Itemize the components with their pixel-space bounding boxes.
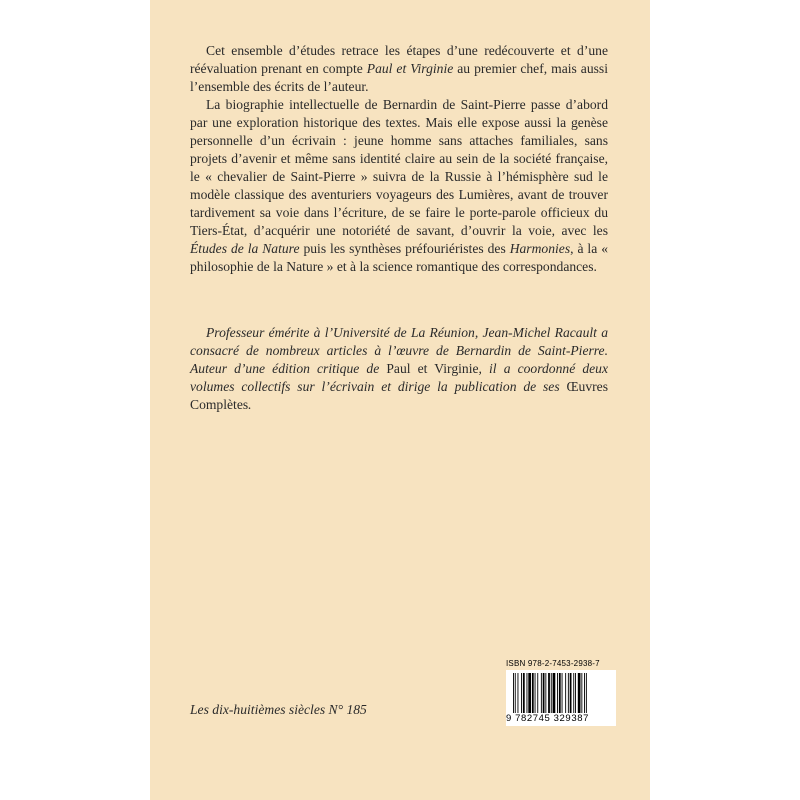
barcode-bars-icon [512,673,610,713]
barcode [506,670,616,726]
isbn-digits: 9 782745 329387 [506,713,589,724]
title-paul-et-virginie: Paul et Virginie [366,61,454,76]
blurb-paragraph-1: Cet ensemble d’études retrace les étapes d’une redécouverte et d’une réévaluation prenant en compte Paul et Virginie au premier chef, mais aussi l’ensemble des écrits de l’auteur. [190,43,608,94]
series-title: Les dix-huitièmes siècles N° 185 [190,702,367,717]
blurb-paragraph-2: La biographie intellectuelle de Bernardin de Saint-Pierre passe d’abord par une exploration historique des textes. Mais elle expose aussi la genèse personnelle d’un écrivain : jeune homme sans attaches familiales, sans projets d’avenir et même sans identité claire au sein de la société française, le « chevalier de Saint-Pierre » suivra de la Russie à l’hémisphère sud le modèle classique des aventuriers voyageurs des Lumières, avant de trouver tardivement sa voie dans l’écriture, de se faire le porte-parole officieux du Tiers-État, d’acquérir une notoriété de savant, d’ouvrir la voie, avec les Études de la Nature puis les synthèses préfouriéristes des Harmonies, à la « philosophie de la Nature » et à la science romantique des correspondances. [190,97,608,274]
author-bio: Professeur émérite à l’Université de La Réunion, Jean-Michel Racault a consacré de nombreux articles à l’œuvre de Bernardin de Saint-Pierre. Auteur d’une édition critique de Paul et Virginie, il a coordonné deux volumes collectifs sur l’écrivain et dirige la publication de ses Œuvres Complètes. [190,325,608,412]
title-etudes-de-la-nature: Études de la Nature [190,241,300,256]
isbn-label: ISBN 978-2-7453-2938-7 [506,659,600,668]
book-back-cover [150,0,650,800]
title-harmonies: Harmonies [509,241,571,256]
blurb-text [190,42,608,276]
